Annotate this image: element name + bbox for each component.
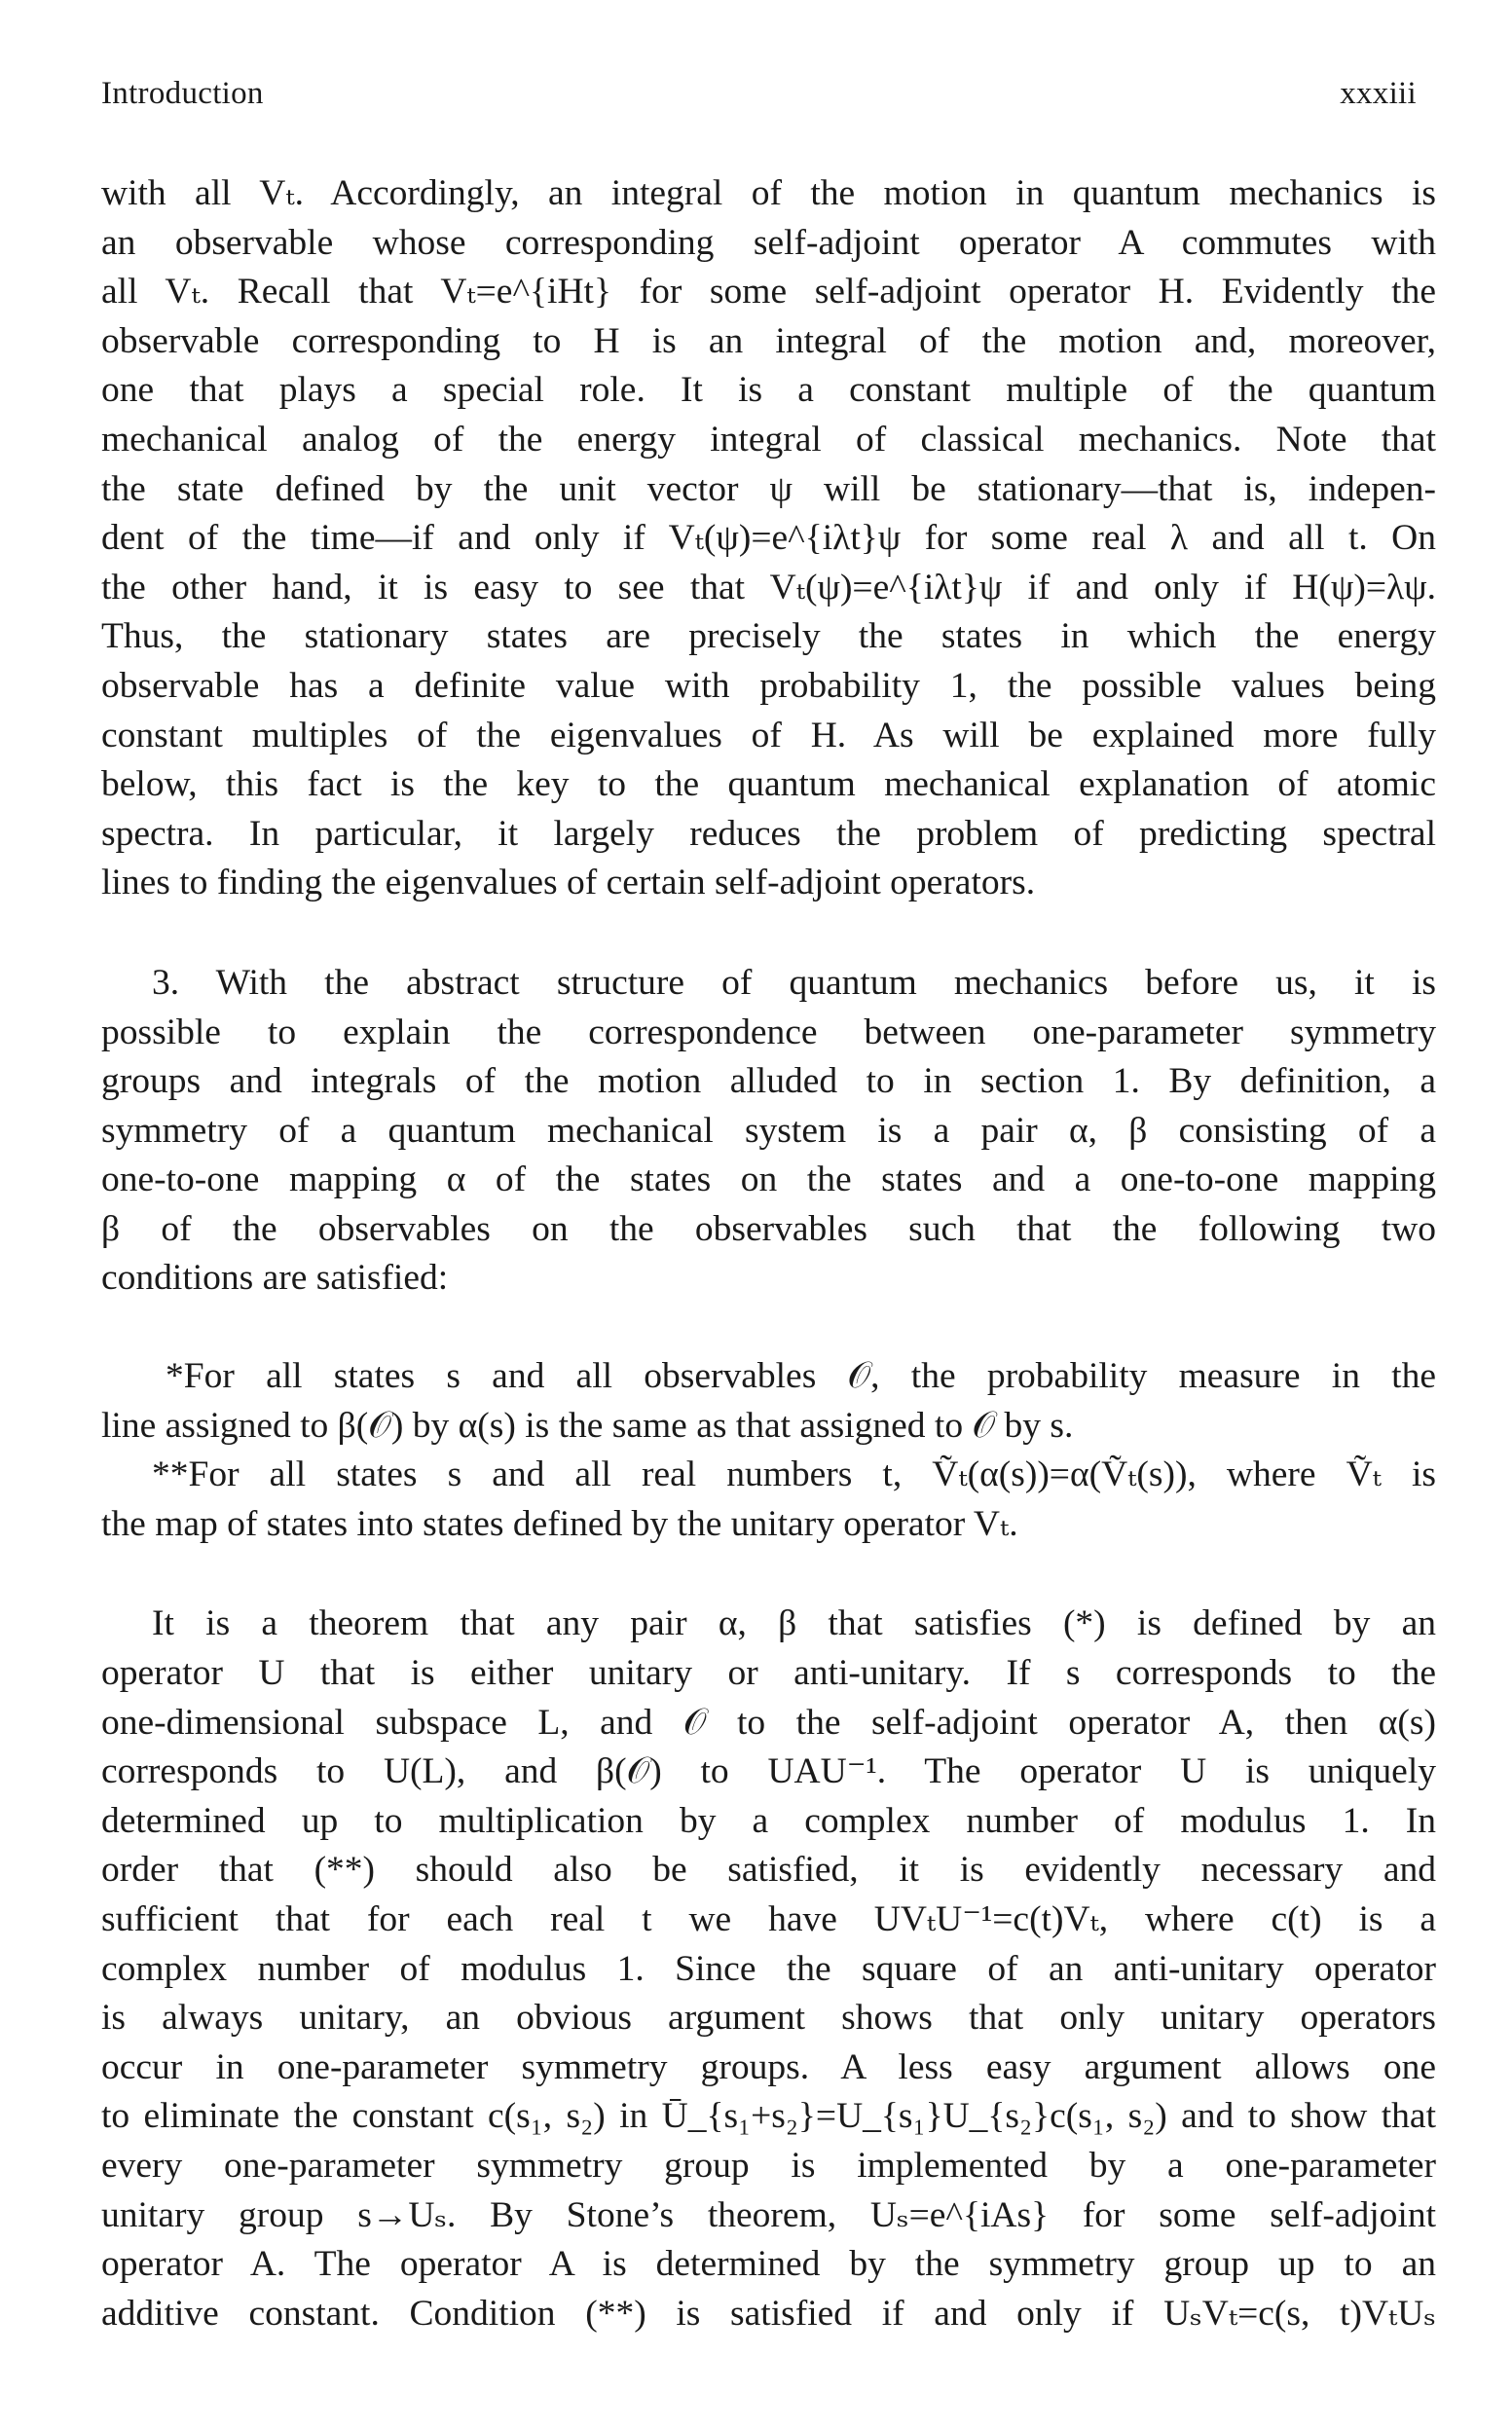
text-line: order that (**) should also be satisfied, it is evidently necessary and (101, 1850, 1436, 1891)
text-line: symmetry of a quantum mechanical system is a pair α, β consisting of a (101, 1110, 1436, 1151)
text-line: observable has a definite value with probability 1, the possible values being (101, 665, 1436, 706)
text-line: below, this fact is the key to the quantum mechanical explanation of atomic (101, 764, 1436, 805)
conditions-block (101, 1352, 1436, 1549)
condition-line: line assigned to β(𝒪) by α(s) is the same as that assigned to 𝒪 by s. (101, 1405, 1074, 1446)
page-number: xxxiii (1340, 76, 1417, 111)
text-line: one-dimensional subspace L, and 𝒪 to the self-adjoint operator A, then α(s) (101, 1702, 1436, 1743)
paragraph-2 (101, 959, 1436, 1304)
text-line: every one-parameter symmetry group is implemented by a one-parameter (101, 2145, 1436, 2186)
text-line: complex number of modulus 1. Since the square of an anti-unitary operator (101, 1948, 1436, 1989)
text-line: spectra. In particular, it largely reduces the problem of predicting spectral (101, 813, 1436, 854)
text-line: one-to-one mapping α of the states on the states and a one-to-one mapping (101, 1159, 1436, 1200)
text-line: to eliminate the constant c(s₁, s₂) in Ū_{s₁+s₂}=U_{s₁}U_{s₂}c(s₁, s₂) and to show that (101, 2096, 1436, 2137)
paragraph-1 (101, 169, 1436, 908)
body-text (101, 169, 1436, 2338)
condition-line: **For all states s and all real numbers t, Ṽₜ(α(s))=α(Ṽₜ(s)), where Ṽₜ is (152, 1454, 1436, 1495)
text-line: mechanical analog of the energy integral of classical mechanics. Note that (101, 419, 1436, 460)
condition-line: *For all states s and all observables 𝒪, the probability measure in the (166, 1356, 1436, 1397)
text-line: observable corresponding to H is an integral of the motion and, moreover, (101, 320, 1436, 361)
text-line: dent of the time—if and only if Vₜ(ψ)=e^{iλt}ψ for some real λ and all t. On (101, 518, 1436, 559)
text-line: sufficient that for each real t we have UVₜU⁻¹=c(t)Vₜ, where c(t) is a (101, 1899, 1436, 1939)
text-line: corresponds to U(L), and β(𝒪) to UAU⁻¹. The operator U is uniquely (101, 1751, 1436, 1792)
text-line: one that plays a special role. It is a constant multiple of the quantum (101, 370, 1436, 411)
text-line: with all Vₜ. Accordingly, an integral of the motion in quantum mechanics is (101, 173, 1436, 213)
text-line: Thus, the stationary states are precisely the states in which the energy (101, 616, 1436, 657)
text-line: an observable whose corresponding self-adjoint operator A commutes with (101, 222, 1436, 263)
running-head (101, 76, 1436, 115)
text-line: all Vₜ. Recall that Vₜ=e^{iHt} for some self-adjoint operator H. Evidently the (101, 272, 1436, 313)
text-line: 3. With the abstract structure of quantum mechanics before us, it is (152, 962, 1436, 1003)
text-line: constant multiples of the eigenvalues of H. As will be explained more fully (101, 715, 1436, 755)
text-line: the other hand, it is easy to see that Vₜ(ψ)=e^{iλt}ψ if and only if H(ψ)=λψ. (101, 567, 1436, 607)
text-line: is always unitary, an obvious argument shows that only unitary operators (101, 1998, 1436, 2039)
text-line: conditions are satisfied: (101, 1258, 449, 1299)
text-line: operator U that is either unitary or anti-unitary. If s corresponds to the (101, 1653, 1436, 1694)
text-line: operator A. The operator A is determined by the symmetry group up to an (101, 2244, 1436, 2285)
text-line: β of the observables on the observables such that the following two (101, 1208, 1436, 1249)
text-line: additive constant. Condition (**) is satisfied if and only if UₛVₜ=c(s, t)VₜUₛ (101, 2293, 1436, 2334)
text-line: groups and integrals of the motion alluded to in section 1. By definition, a (101, 1061, 1436, 1102)
text-line: lines to finding the eigenvalues of certain self-adjoint operators. (101, 863, 1036, 903)
text-line: It is a theorem that any pair α, β that satisfies (*) is defined by an (152, 1603, 1436, 1644)
condition-line: the map of states into states defined by the unitary operator Vₜ. (101, 1503, 1018, 1544)
section-title: Introduction (101, 76, 264, 111)
paragraph-3 (101, 1600, 1436, 2338)
text-line: determined up to multiplication by a complex number of modulus 1. In (101, 1800, 1436, 1841)
text-line: occur in one-parameter symmetry groups. A less easy argument allows one (101, 2046, 1436, 2087)
text-line: possible to explain the correspondence between one-parameter symmetry (101, 1012, 1436, 1052)
text-line: the state defined by the unit vector ψ will be stationary—that is, indepen- (101, 468, 1436, 509)
text-line: unitary group s→Uₛ. By Stone’s theorem, Uₛ=e^{iAs} for some self-adjoint (101, 2194, 1436, 2235)
